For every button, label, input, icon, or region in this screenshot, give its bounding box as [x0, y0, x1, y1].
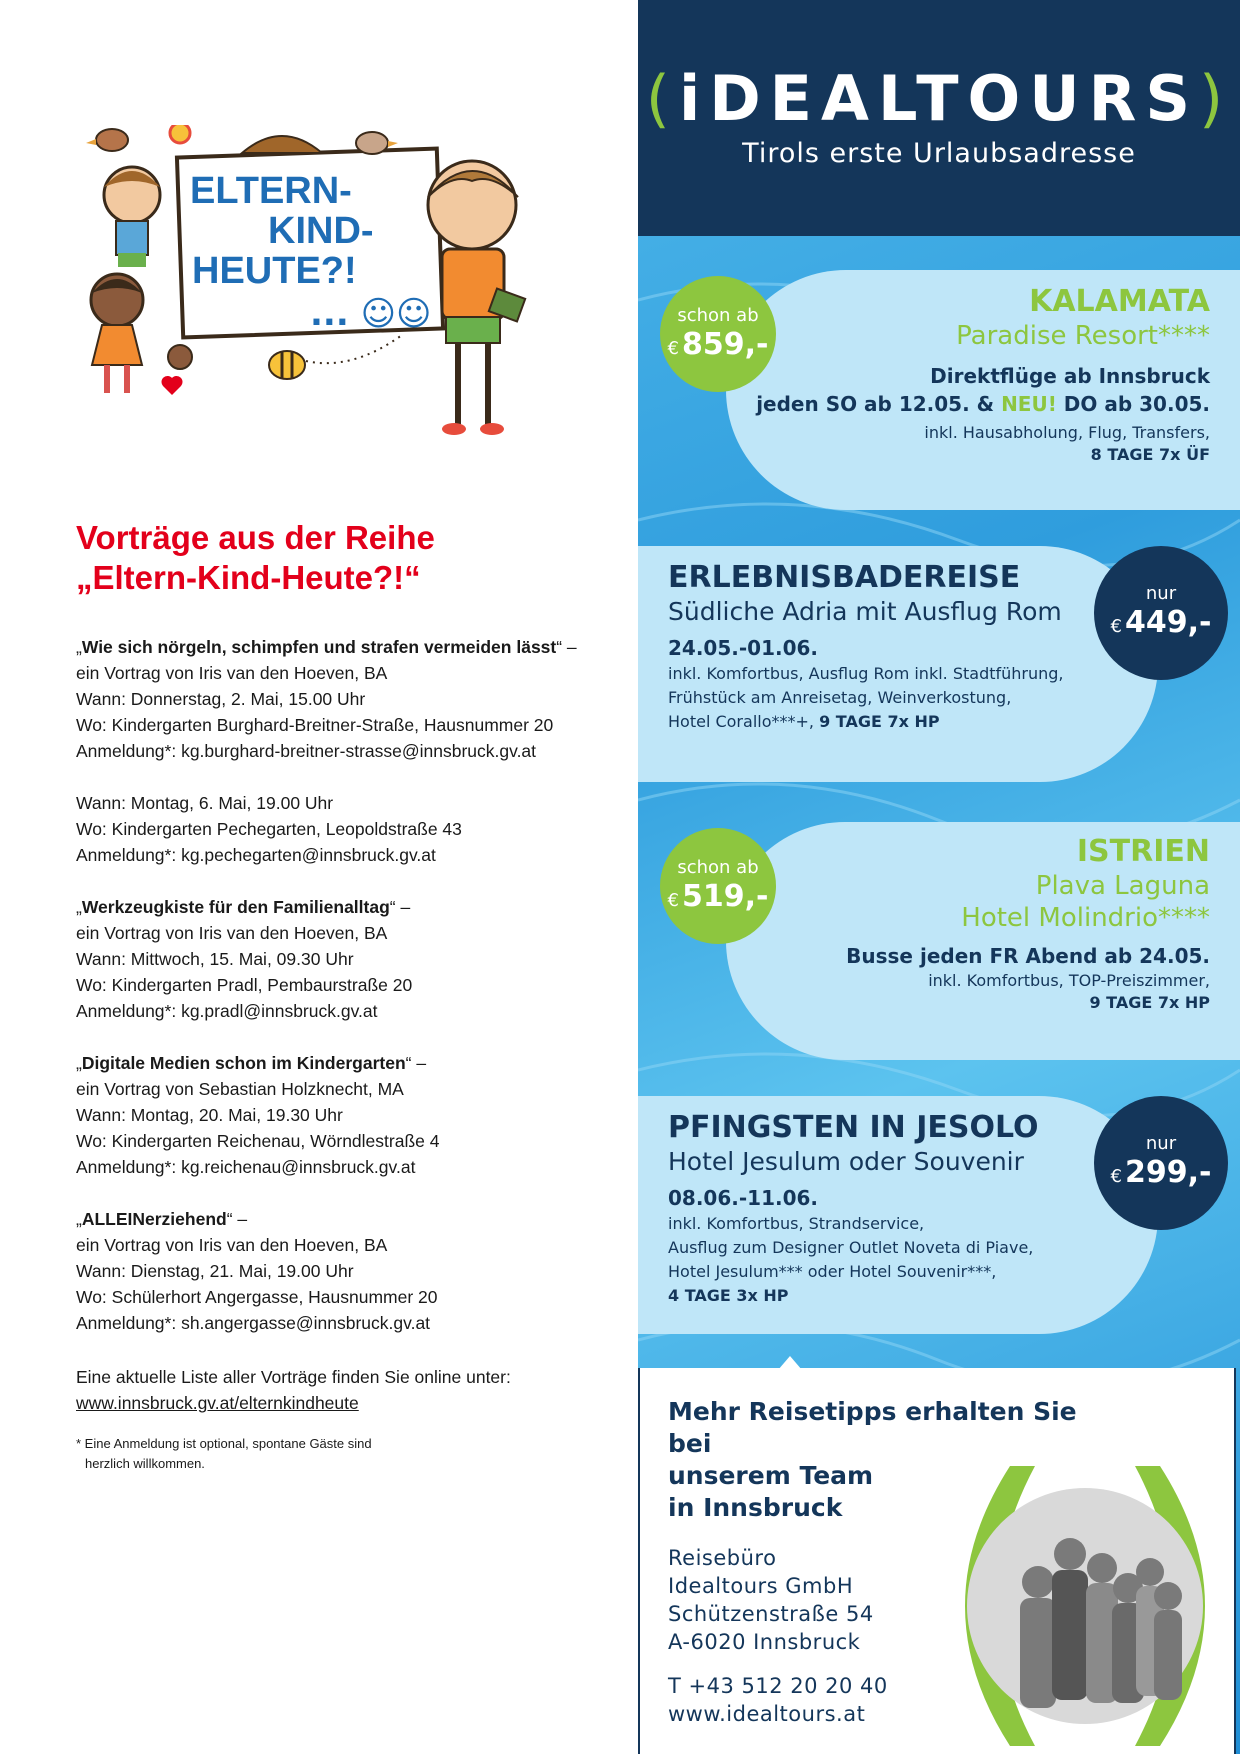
lecture-where: Wo: Schülerhort Angergasse, Hausnummer 20	[76, 1287, 438, 1307]
offer-duration: 4 TAGE 3x HP	[668, 1286, 789, 1305]
lecture-item	[76, 634, 636, 764]
idealtours-logo[interactable]	[638, 62, 1240, 135]
lecture-speaker: ein Vortrag von Iris van den Hoeven, BA	[76, 923, 388, 943]
new-badge: NEU!	[1001, 392, 1057, 416]
lecture-registration[interactable]: Anmeldung*: kg.pechegarten@innsbruck.gv.at	[76, 845, 436, 865]
contact-heading-line2: unserem Team	[668, 1461, 874, 1490]
offer-subtitle-1: Plava Laguna	[1035, 871, 1210, 901]
price-label: nur	[1145, 1133, 1177, 1154]
offer-duration: 9 TAGE 7x HP	[819, 712, 940, 731]
price-value: € 299,-	[1110, 1155, 1212, 1190]
heading-line2: „Eltern-Kind-Heute?!“	[76, 559, 421, 596]
offer-inclusions-3: Hotel Corallo***+, 9 TAGE 7x HP	[668, 712, 940, 731]
offer-istrien[interactable]	[638, 822, 1240, 1060]
lecture-when: Wann: Montag, 20. Mai, 19.30 Uhr	[76, 1105, 343, 1125]
lecture-title: „Wie sich nörgeln, schimpfen und strafen vermeiden lässt“ –	[76, 637, 577, 657]
contact-heading-line3: in Innsbruck	[668, 1493, 843, 1522]
lecture-where: Wo: Kindergarten Reichenau, Wörndlestraße 4	[76, 1131, 440, 1151]
offer-dates: 24.05.-01.06.	[668, 636, 819, 660]
address-line3: Schützenstraße 54	[668, 1602, 874, 1626]
lecture-item	[76, 894, 636, 1024]
offer-inclusions: inkl. Hausabholung, Flug, Transfers,	[924, 423, 1210, 442]
price-label: schon ab	[677, 857, 759, 878]
child-peeking-top-icon	[242, 136, 322, 153]
footnote-line1: * Eine Anmeldung ist optional, spontane Gäste sind	[76, 1436, 372, 1451]
offer-subtitle: Hotel Jesulum oder Souvenir	[668, 1147, 1024, 1176]
registration-footnote	[76, 1434, 476, 1474]
footnote-line2: herzlich willkommen.	[85, 1456, 205, 1471]
lecture-when: Wann: Dienstag, 21. Mai, 19.00 Uhr	[76, 1261, 354, 1281]
heading-line1: Vorträge aus der Reihe	[76, 519, 435, 556]
offer-texts	[756, 284, 1210, 466]
lecture-where: Wo: Kindergarten Burghard-Breitner-Straße, Hausnummer 20	[76, 715, 554, 735]
offer-texts	[668, 560, 1064, 734]
offer-title: PFINGSTEN IN JESOLO	[668, 1110, 1039, 1145]
brand-tagline: Tirols erste Urlaubsadresse	[742, 138, 1136, 169]
sign-text-line3: HEUTE?!	[192, 250, 357, 292]
offer-bus-line: Busse jeden FR Abend ab 24.05.	[846, 944, 1210, 968]
logo-paren-open: (	[645, 62, 679, 135]
offer-inclusions: inkl. Komfortbus, TOP-Preiszimmer,	[928, 971, 1210, 990]
lecture-when: Wann: Mittwoch, 15. Mai, 09.30 Uhr	[76, 949, 354, 969]
child-right-icon	[428, 161, 525, 435]
logo-wordmark: iDEALTOURS	[678, 62, 1200, 135]
eltern-kind-heute-illustration	[72, 125, 592, 465]
offer-flight-line: Direktflüge ab Innsbruck	[930, 364, 1210, 388]
brand-header	[638, 0, 1240, 236]
logo-paren-close: )	[1199, 62, 1233, 135]
contact-website[interactable]: www.idealtours.at	[668, 1702, 866, 1726]
offer-schedule-line: jeden SO ab 12.05. & NEU! DO ab 30.05.	[756, 392, 1210, 416]
price-badge	[660, 828, 776, 944]
lecture-registration[interactable]: Anmeldung*: kg.pradl@innsbruck.gv.at	[76, 1001, 378, 1021]
sign-text-line2: KIND-	[268, 210, 374, 252]
offer-inclusions-1: inkl. Komfortbus, Ausflug Rom inkl. Stadtführung,	[668, 664, 1064, 683]
lecture-when: Wann: Montag, 6. Mai, 19.00 Uhr	[76, 793, 334, 813]
lecture-item	[76, 1206, 636, 1336]
address-line2: Idealtours GmbH	[668, 1574, 854, 1598]
lecture-speaker: ein Vortrag von Sebastian Holzknecht, MA	[76, 1079, 404, 1099]
price-badge	[1094, 546, 1228, 680]
contact-heading-line1: Mehr Reisetipps erhalten Sie bei	[668, 1397, 1077, 1458]
child-bottom-left-icon	[91, 274, 143, 393]
lecture-registration[interactable]: Anmeldung*: kg.reichenau@innsbruck.gv.at	[76, 1157, 416, 1177]
offer-inclusions-2: Ausflug zum Designer Outlet Noveta di Piave,	[668, 1238, 1034, 1257]
offer-dates: 08.06.-11.06.	[668, 1186, 819, 1210]
price-badge	[1094, 1096, 1228, 1230]
flower-icon	[170, 125, 190, 143]
lecture-speaker: ein Vortrag von Iris van den Hoeven, BA	[76, 1235, 388, 1255]
price-label: nur	[1145, 583, 1177, 604]
offer-title: ISTRIEN	[1076, 834, 1210, 869]
address-line4: A-6020 Innsbruck	[668, 1630, 861, 1654]
offer-subtitle-2: Hotel Molindrio****	[961, 903, 1210, 933]
offer-title: KALAMATA	[1029, 284, 1210, 319]
price-value: € 859,-	[667, 327, 769, 362]
lecture-registration[interactable]: Anmeldung*: sh.angergasse@innsbruck.gv.at	[76, 1313, 431, 1333]
address-line1: Reisebüro	[668, 1546, 777, 1570]
offer-texts	[668, 1110, 1039, 1308]
price-value: € 449,-	[1110, 605, 1212, 640]
child-top-left-icon	[104, 167, 160, 267]
offer-inclusions-2: Frühstück am Anreisetag, Weinverkostung,	[668, 688, 1012, 707]
contact-address	[668, 1544, 874, 1656]
offer-kalamata[interactable]	[638, 270, 1240, 510]
price-label: schon ab	[677, 305, 759, 326]
lecture-speaker: ein Vortrag von Iris van den Hoeven, BA	[76, 663, 388, 683]
bee-icon	[269, 335, 402, 379]
price-value: € 519,-	[667, 879, 769, 914]
offer-subtitle: Paradise Resort****	[956, 321, 1210, 351]
online-info	[76, 1364, 636, 1416]
offer-subtitle: Südliche Adria mit Ausflug Rom	[668, 597, 1062, 626]
offer-inclusions-1: inkl. Komfortbus, Strandservice,	[668, 1214, 925, 1233]
travel-ad-column	[638, 0, 1240, 1754]
contact-phone[interactable]: T +43 512 20 20 40	[668, 1674, 888, 1698]
offer-inclusions-3: Hotel Jesulum*** oder Hotel Souvenir***,	[668, 1262, 997, 1281]
contact-reach	[668, 1672, 888, 1728]
lecture-title: „ALLEINerziehend“ –	[76, 1209, 248, 1229]
lecture-where: Wo: Kindergarten Pechegarten, Leopoldstraße 43	[76, 819, 462, 839]
lecture-series-heading	[76, 518, 636, 598]
team-photo	[930, 1456, 1230, 1752]
offer-title: ERLEBNISBADEREISE	[668, 560, 1021, 595]
offer-adria[interactable]	[638, 546, 1240, 782]
offer-duration: 8 TAGE 7x ÜF	[1090, 445, 1210, 464]
sign-text-line4: ... ☺☺	[310, 294, 432, 334]
spider-icon	[168, 345, 192, 369]
offer-jesolo[interactable]	[638, 1096, 1240, 1334]
contact-box	[638, 1368, 1236, 1754]
lecture-where: Wo: Kindergarten Pradl, Pembaurstraße 20	[76, 975, 413, 995]
lecture-list	[76, 634, 636, 1362]
heart-icon	[161, 376, 182, 395]
online-info-text: Eine aktuelle Liste aller Vorträge finden Sie online unter:	[76, 1367, 511, 1387]
bird-left-icon	[86, 129, 128, 151]
offer-duration: 9 TAGE 7x HP	[1089, 993, 1210, 1012]
lecture-title: „Werkzeugkiste für den Familienalltag“ –	[76, 897, 411, 917]
sign-text-line1: ELTERN-	[190, 170, 352, 212]
offer-texts	[846, 834, 1210, 1014]
online-link[interactable]: www.innsbruck.gv.at/elternkindheute	[76, 1393, 359, 1413]
lecture-item	[76, 1050, 636, 1180]
lecture-when: Wann: Donnerstag, 2. Mai, 15.00 Uhr	[76, 689, 366, 709]
lecture-item	[76, 790, 636, 868]
lecture-title: „Digitale Medien schon im Kindergarten“ –	[76, 1053, 427, 1073]
lecture-registration[interactable]: Anmeldung*: kg.burghard-breitner-strasse@innsbruck.gv.at	[76, 741, 537, 761]
